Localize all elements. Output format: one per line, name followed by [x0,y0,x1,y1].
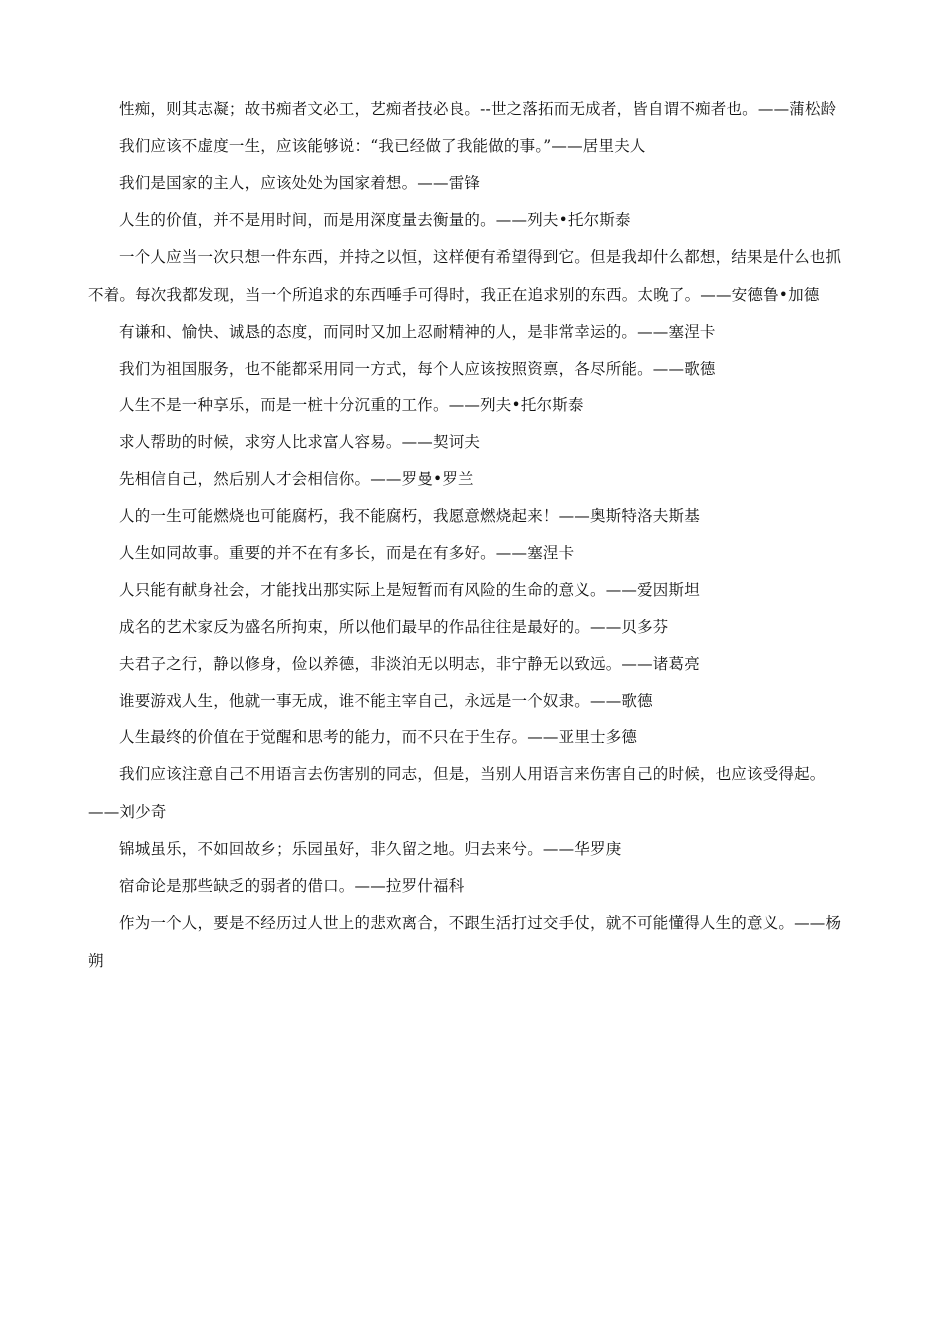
quote-paragraph: 求人帮助的时候，求穷人比求富人容易。——契诃夫 [119,433,481,452]
quote-paragraph: 人的一生可能燃烧也可能腐朽，我不能腐朽，我愿意燃烧起来！——奥斯特洛夫斯基 [119,507,700,526]
document-body [88,97,848,986]
quote-paragraph: 我们是国家的主人，应该处处为国家着想。——雷锋 [119,173,481,192]
quote-paragraph: 人生如同故事。重要的并不在有多长，而是在有多好。——塞涅卡 [119,544,575,563]
quote-paragraph: 谁要游戏人生，他就一事无成，谁不能主宰自己，永远是一个奴隶。——歌德 [119,691,653,710]
quote-paragraph: 人生最终的价值在于觉醒和思考的能力，而不只在于生存。——亚里士多德 [119,728,638,747]
quote-paragraph: 我们为祖国服务，也不能都采用同一方式，每个人应该按照资禀，各尽所能。——歌德 [119,359,716,378]
quote-paragraph: 我们应该注意自己不用语言去伤害别的同志，但是，当别人用语言来伤害自己的时候，也应该受得起。——刘少奇 [88,765,826,822]
quote-paragraph: 作为一个人，要是不经历过人世上的悲欢离合，不跟生活打过交手仗，就不可能懂得人生的意义。——杨朔 [88,914,842,971]
quote-paragraph: 人生不是一种享乐，而是一桩十分沉重的工作。——列夫•托尔斯泰 [119,396,584,415]
quote-paragraph: 成名的艺术家反为盛名所拘束，所以他们最早的作品往往是最好的。——贝多芬 [119,617,669,636]
quote-paragraph: 有谦和、愉快、诚恳的态度，而同时又加上忍耐精神的人，是非常幸运的。——塞涅卡 [119,322,716,341]
quote-paragraph: 一个人应当一次只想一件东西，并持之以恒，这样便有希望得到它。但是我却什么都想，结果是什么也抓不着。每次我都发现，当一个所追求的东西唾手可得时，我正在追求别的东西。太晚了。——安德鲁•加德 [88,247,842,304]
quote-paragraph: 先相信自己，然后别人才会相信你。——罗曼•罗兰 [119,470,474,489]
quote-paragraph: 宿命论是那些缺乏的弱者的借口。——拉罗什福科 [119,877,465,896]
quote-paragraph: 性痴，则其志凝；故书痴者文必工，艺痴者技必良。--世之落拓而无成者，皆自谓不痴者也。——蒲松龄 [119,100,837,118]
quote-paragraph: 我们应该不虚度一生，应该能够说：“我已经做了我能做的事。”——居里夫人 [119,137,646,155]
quote-paragraph: 锦城虽乐，不如回故乡；乐园虽好，非久留之地。归去来兮。——华罗庚 [119,840,622,859]
quote-paragraph: 人生的价值，并不是用时间，而是用深度量去衡量的。——列夫•托尔斯泰 [119,210,631,229]
quote-paragraph: 夫君子之行，静以修身，俭以养德，非淡泊无以明志，非宁静无以致远。——诸葛亮 [119,654,700,673]
quote-paragraph: 人只能有献身社会，才能找出那实际上是短暂而有风险的生命的意义。——爱因斯坦 [119,580,700,599]
